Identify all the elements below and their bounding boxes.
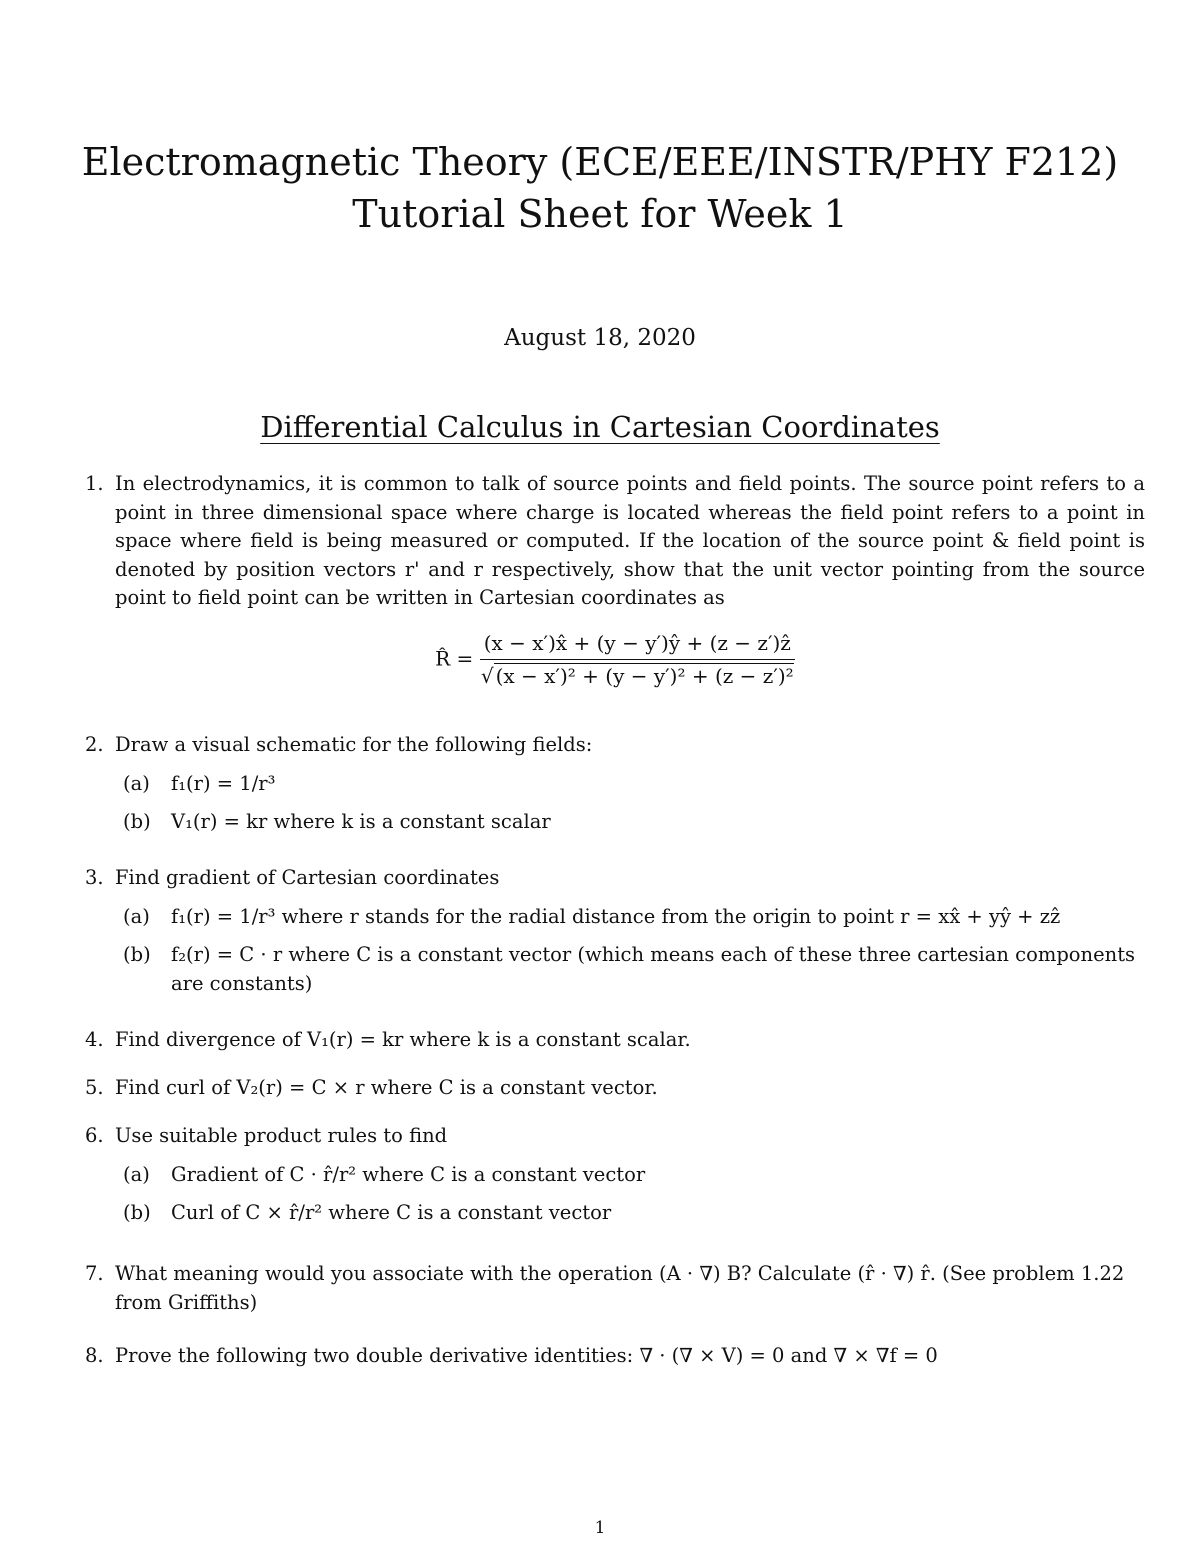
problem-text: Prove the following two double derivative identities: ∇ · (∇ × V) = 0 and ∇ × ∇f = 0: [115, 1344, 938, 1367]
problem-text: Find divergence of V₁(r) = kr where k is a constant scalar.: [115, 1028, 691, 1051]
subproblem-text: f₁(r) = 1/r³ where r stands for the radial distance from the origin to point r = xx̂ + yŷ + zẑ: [171, 904, 1061, 928]
subproblem-label: (a): [123, 771, 150, 795]
subproblem-6b: [123, 1199, 1145, 1228]
problem-1: [85, 470, 1145, 691]
problem-5: [85, 1074, 1145, 1103]
subproblem-3a: [123, 903, 1145, 932]
problem-text: Use suitable product rules to find: [115, 1124, 448, 1147]
subproblem-text: Curl of C × r̂/r² where C is a constant vector: [171, 1201, 612, 1224]
subproblem-label: (a): [123, 904, 150, 928]
problem-text: What meaning would you associate with the operation (A · ∇) B? Calculate (r̂ · ∇) r̂. (See problem 1.22 from Griffiths): [115, 1262, 1125, 1314]
subproblem-2b: [123, 808, 1145, 837]
radicand: (x − x′)² + (y − y′)² + (z − z′)²: [495, 664, 794, 688]
subproblem-label: (b): [123, 943, 151, 966]
fraction: [480, 629, 795, 691]
problem-6: [85, 1122, 1145, 1228]
subproblem-text: f₂(r) = C · r where C is a constant vector (which means each of these three cartesian components are constants): [171, 943, 1136, 995]
problem-number: 5.: [85, 1076, 104, 1099]
problem-number: 2.: [85, 733, 104, 756]
subproblem-6a: [123, 1161, 1145, 1190]
problem-number: 3.: [85, 866, 104, 889]
subproblem-2a: [123, 770, 1145, 799]
problem-2: [85, 731, 1145, 837]
page-number: 1: [594, 1518, 606, 1538]
denominator: √ (x − x′)² + (y − y′)² + (z − z′)²: [480, 664, 794, 688]
problem-text: In electrodynamics, it is common to talk of source points and field points. The source point refers to a point in three dimensional space where charge is located whereas the field point refers to a point in space where field is being measured or computed. If the location of the source point & field point is denoted by position vectors r' and r respectively, show that the unit vector pointing from the source point to field point can be written in Cartesian coordinates as: [115, 472, 1145, 609]
subproblem-label: (b): [123, 1201, 151, 1224]
numerator: (x − x′)x̂ + (y − y′)ŷ + (z − z′)ẑ: [480, 629, 795, 661]
problem-number: 7.: [85, 1262, 104, 1285]
document-date: August 18, 2020: [504, 325, 696, 351]
subproblem-text: f₁(r) = 1/r³: [171, 771, 276, 795]
equation-lhs: R̂ =: [435, 646, 474, 670]
problem-7: [85, 1260, 1145, 1317]
problem-number: 4.: [85, 1028, 104, 1051]
subproblem-3b: [123, 941, 1145, 998]
document-title: Electromagnetic Theory (ECE/EEE/INSTR/PHY F212): [81, 140, 1119, 184]
problem-3: [85, 864, 1145, 998]
problem-number: 1.: [85, 472, 104, 495]
problem-text: Find gradient of Cartesian coordinates: [115, 866, 500, 889]
document-subtitle: Tutorial Sheet for Week 1: [352, 192, 848, 236]
subproblem-text: Gradient of C · r̂/r² where C is a constant vector: [171, 1162, 646, 1186]
problem-4: [85, 1026, 1145, 1055]
problem-8: [85, 1342, 1145, 1371]
subproblem-label: (a): [123, 1162, 150, 1186]
subproblem-text: V₁(r) = kr where k is a constant scalar: [171, 810, 551, 833]
problem-text: Draw a visual schematic for the following fields:: [115, 733, 593, 756]
section-heading: Differential Calculus in Cartesian Coordinates: [260, 410, 940, 444]
problem-number: 6.: [85, 1124, 104, 1147]
problem-text: Find curl of V₂(r) = C × r where C is a constant vector.: [115, 1076, 658, 1099]
unit-vector-equation: [85, 629, 1145, 691]
subproblem-label: (b): [123, 810, 151, 833]
problem-number: 8.: [85, 1344, 104, 1367]
